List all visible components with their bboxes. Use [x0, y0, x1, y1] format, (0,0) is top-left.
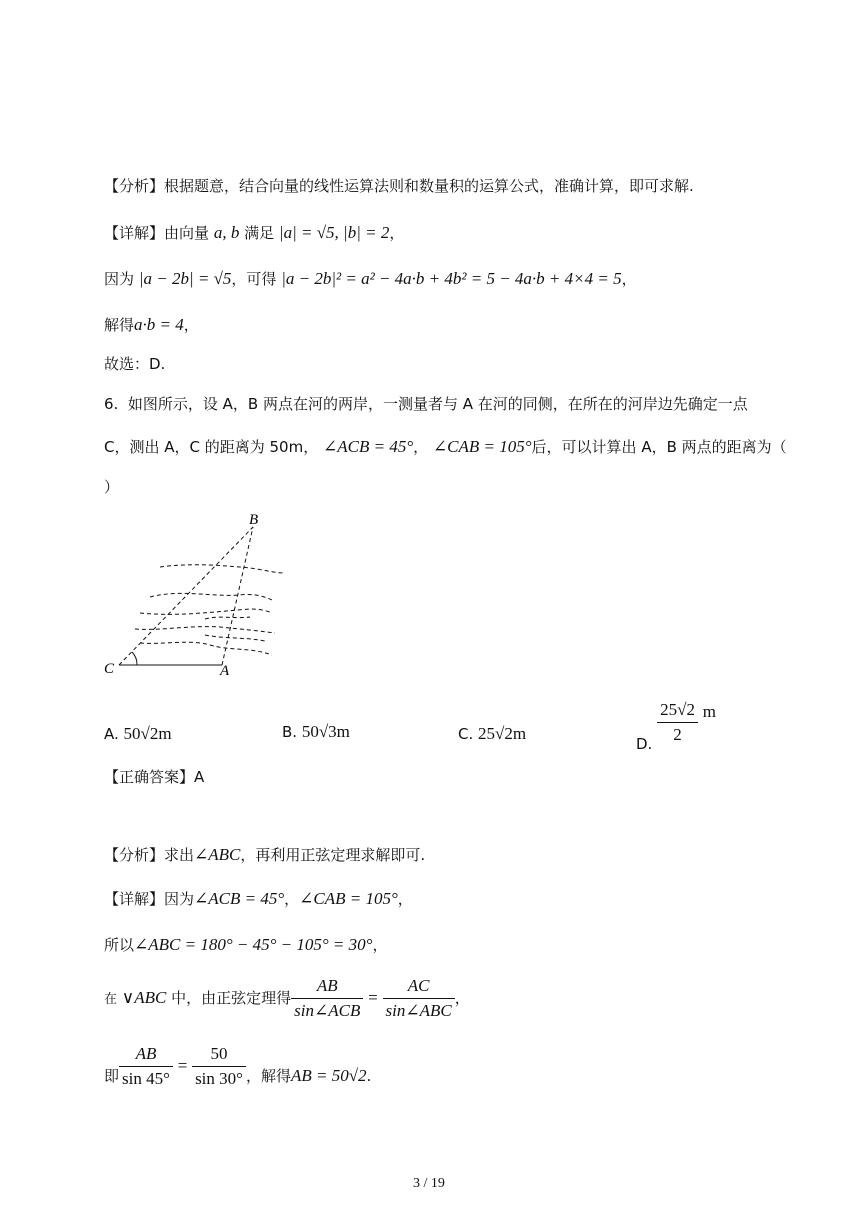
- detail-line-4: [104, 353, 165, 374]
- option-d[interactable]: [636, 700, 716, 753]
- detail-line-3: [104, 314, 199, 335]
- question-number: 6.: [104, 395, 119, 413]
- text: 在: [104, 992, 118, 1007]
- analysis-label: 【分析】: [104, 846, 165, 864]
- fraction-ab-over-sin45: [119, 1044, 173, 1089]
- analysis-label: 【分析】: [104, 177, 165, 195]
- detail2-line-4: [104, 1044, 371, 1089]
- line-ab: [222, 527, 253, 665]
- text: ，: [372, 936, 388, 954]
- fraction-50-over-sin30: [192, 1044, 246, 1089]
- detail2-line-3: [104, 976, 470, 1021]
- point-label-c: C: [104, 661, 115, 677]
- equals-sign: =: [177, 1056, 188, 1075]
- text: 中，由正弦定理得: [171, 989, 292, 1007]
- question-text: ）: [104, 478, 120, 496]
- text: ，: [284, 890, 300, 908]
- fraction-numerator: AB: [119, 1044, 173, 1067]
- detail2-line-2: [104, 934, 387, 955]
- detail-line-1: [104, 222, 404, 243]
- fraction-numerator: 25√2: [657, 700, 698, 723]
- angle-cab: ∠CAB = 105°: [432, 437, 532, 456]
- text: ，: [389, 224, 405, 242]
- fraction-denominator: sin 30°: [195, 1069, 243, 1088]
- fraction-numerator: AB: [291, 976, 363, 999]
- option-c[interactable]: [458, 724, 526, 744]
- option-letter: A.: [104, 725, 119, 743]
- option-value: 25√2m: [478, 724, 527, 743]
- point-label-a: A: [220, 663, 230, 679]
- text: ，: [183, 316, 199, 334]
- text: 满足: [244, 224, 275, 242]
- text: ，再利用正弦定理求解即可.: [240, 846, 426, 864]
- text: ，: [454, 989, 470, 1007]
- text: ，解得: [245, 1067, 291, 1085]
- triangle-name: ∨ABC: [121, 988, 167, 1007]
- equals-sign: =: [368, 988, 378, 1007]
- fraction-denominator: sin 45°: [122, 1069, 170, 1088]
- choice-text: 故选：D.: [104, 355, 166, 373]
- option-a[interactable]: [104, 724, 172, 744]
- angle-arc-c: [132, 652, 137, 665]
- question-text: 如图所示，设 A，B 两点在河的两岸，一测量者与 A 在河的同侧，在所在的河岸边先确定一点: [127, 395, 748, 413]
- river-wave-2: [150, 593, 272, 600]
- river-wave-7: [140, 642, 272, 655]
- fraction-denominator: sin∠ACB: [294, 1001, 361, 1020]
- expansion-formula: |a − 2b|² = a² − 4a·b + 4b² = 5 − 4a·b + 4×4 = 5: [281, 269, 622, 288]
- river-wave-6: [205, 635, 265, 641]
- page-number: 3 / 19: [413, 1176, 445, 1191]
- detail2-line-1: [104, 888, 413, 909]
- option-value: 50√2m: [123, 724, 172, 743]
- point-label-b: B: [249, 512, 259, 528]
- text: 因为: [104, 270, 135, 288]
- question-6-line-2: [104, 436, 787, 457]
- river-figure: [100, 505, 300, 680]
- text: ，: [621, 270, 637, 288]
- analysis-text: 根据题意，结合向量的线性运算法则和数量积的运算公式，准确计算，即可求解.: [164, 177, 694, 195]
- text: 因为: [164, 890, 195, 908]
- angle-acb: ∠ACB = 45°: [323, 437, 414, 456]
- vector-condition: |a| = √5, |b| = 2: [278, 223, 390, 242]
- fraction-numerator: 50: [192, 1044, 246, 1067]
- option-value: 50√3m: [301, 722, 350, 741]
- option-unit: m: [702, 702, 716, 721]
- analysis-paragraph-1: [104, 175, 694, 196]
- text: 解得: [104, 316, 135, 334]
- river-wave-4: [205, 617, 250, 619]
- option-fraction: [657, 700, 698, 745]
- fraction-ab-over-sin-acb: [291, 976, 363, 1021]
- text: ，可得: [231, 270, 277, 288]
- angle-cab: ∠CAB = 105°: [299, 889, 398, 908]
- option-letter: D.: [636, 735, 653, 753]
- line-cb: [119, 527, 253, 665]
- fraction-denominator: sin∠ABC: [385, 1001, 452, 1020]
- river-wave-3: [140, 609, 272, 614]
- option-b[interactable]: [282, 722, 350, 742]
- angle-acb: ∠ACB = 45°: [194, 889, 285, 908]
- question-6-line-1: [104, 393, 748, 414]
- analysis-paragraph-2: [104, 844, 425, 865]
- text: .: [366, 1067, 372, 1085]
- angle-abc: ∠ABC: [194, 845, 241, 864]
- correct-answer: [104, 766, 204, 787]
- fraction-numerator: AC: [383, 976, 455, 999]
- given-condition: |a − 2b| = √5: [138, 269, 232, 288]
- text: ，: [397, 890, 413, 908]
- angle-sum-expression: ∠ABC = 180° − 45° − 105° = 30°: [134, 935, 373, 954]
- question-text: 后，可以计算出 A，B 两点的距离为（: [531, 438, 787, 456]
- question-text: C，测出 A，C 的距离为 50m，: [104, 438, 319, 456]
- river-wave-1: [160, 565, 285, 573]
- question-6-line-3: [104, 476, 119, 497]
- vector-names: a, b: [213, 223, 240, 242]
- option-letter: C.: [458, 725, 474, 743]
- fraction-ac-over-sin-abc: [383, 976, 455, 1021]
- fraction-denominator: 2: [673, 725, 682, 744]
- option-letter: B.: [282, 723, 298, 741]
- detail-line-2: [104, 268, 637, 289]
- final-result: AB = 50√2: [290, 1066, 367, 1085]
- answer-value: A: [194, 768, 205, 786]
- answer-label: 【正确答案】: [104, 768, 195, 786]
- detail-label: 【详解】: [104, 224, 165, 242]
- detail-label: 【详解】: [104, 890, 165, 908]
- text: 求出: [164, 846, 195, 864]
- text: 所以: [104, 936, 135, 954]
- text: ，: [413, 438, 429, 456]
- text: 即: [104, 1067, 120, 1085]
- dot-product-result: a·b = 4: [134, 315, 184, 334]
- text: 由向量: [164, 224, 210, 242]
